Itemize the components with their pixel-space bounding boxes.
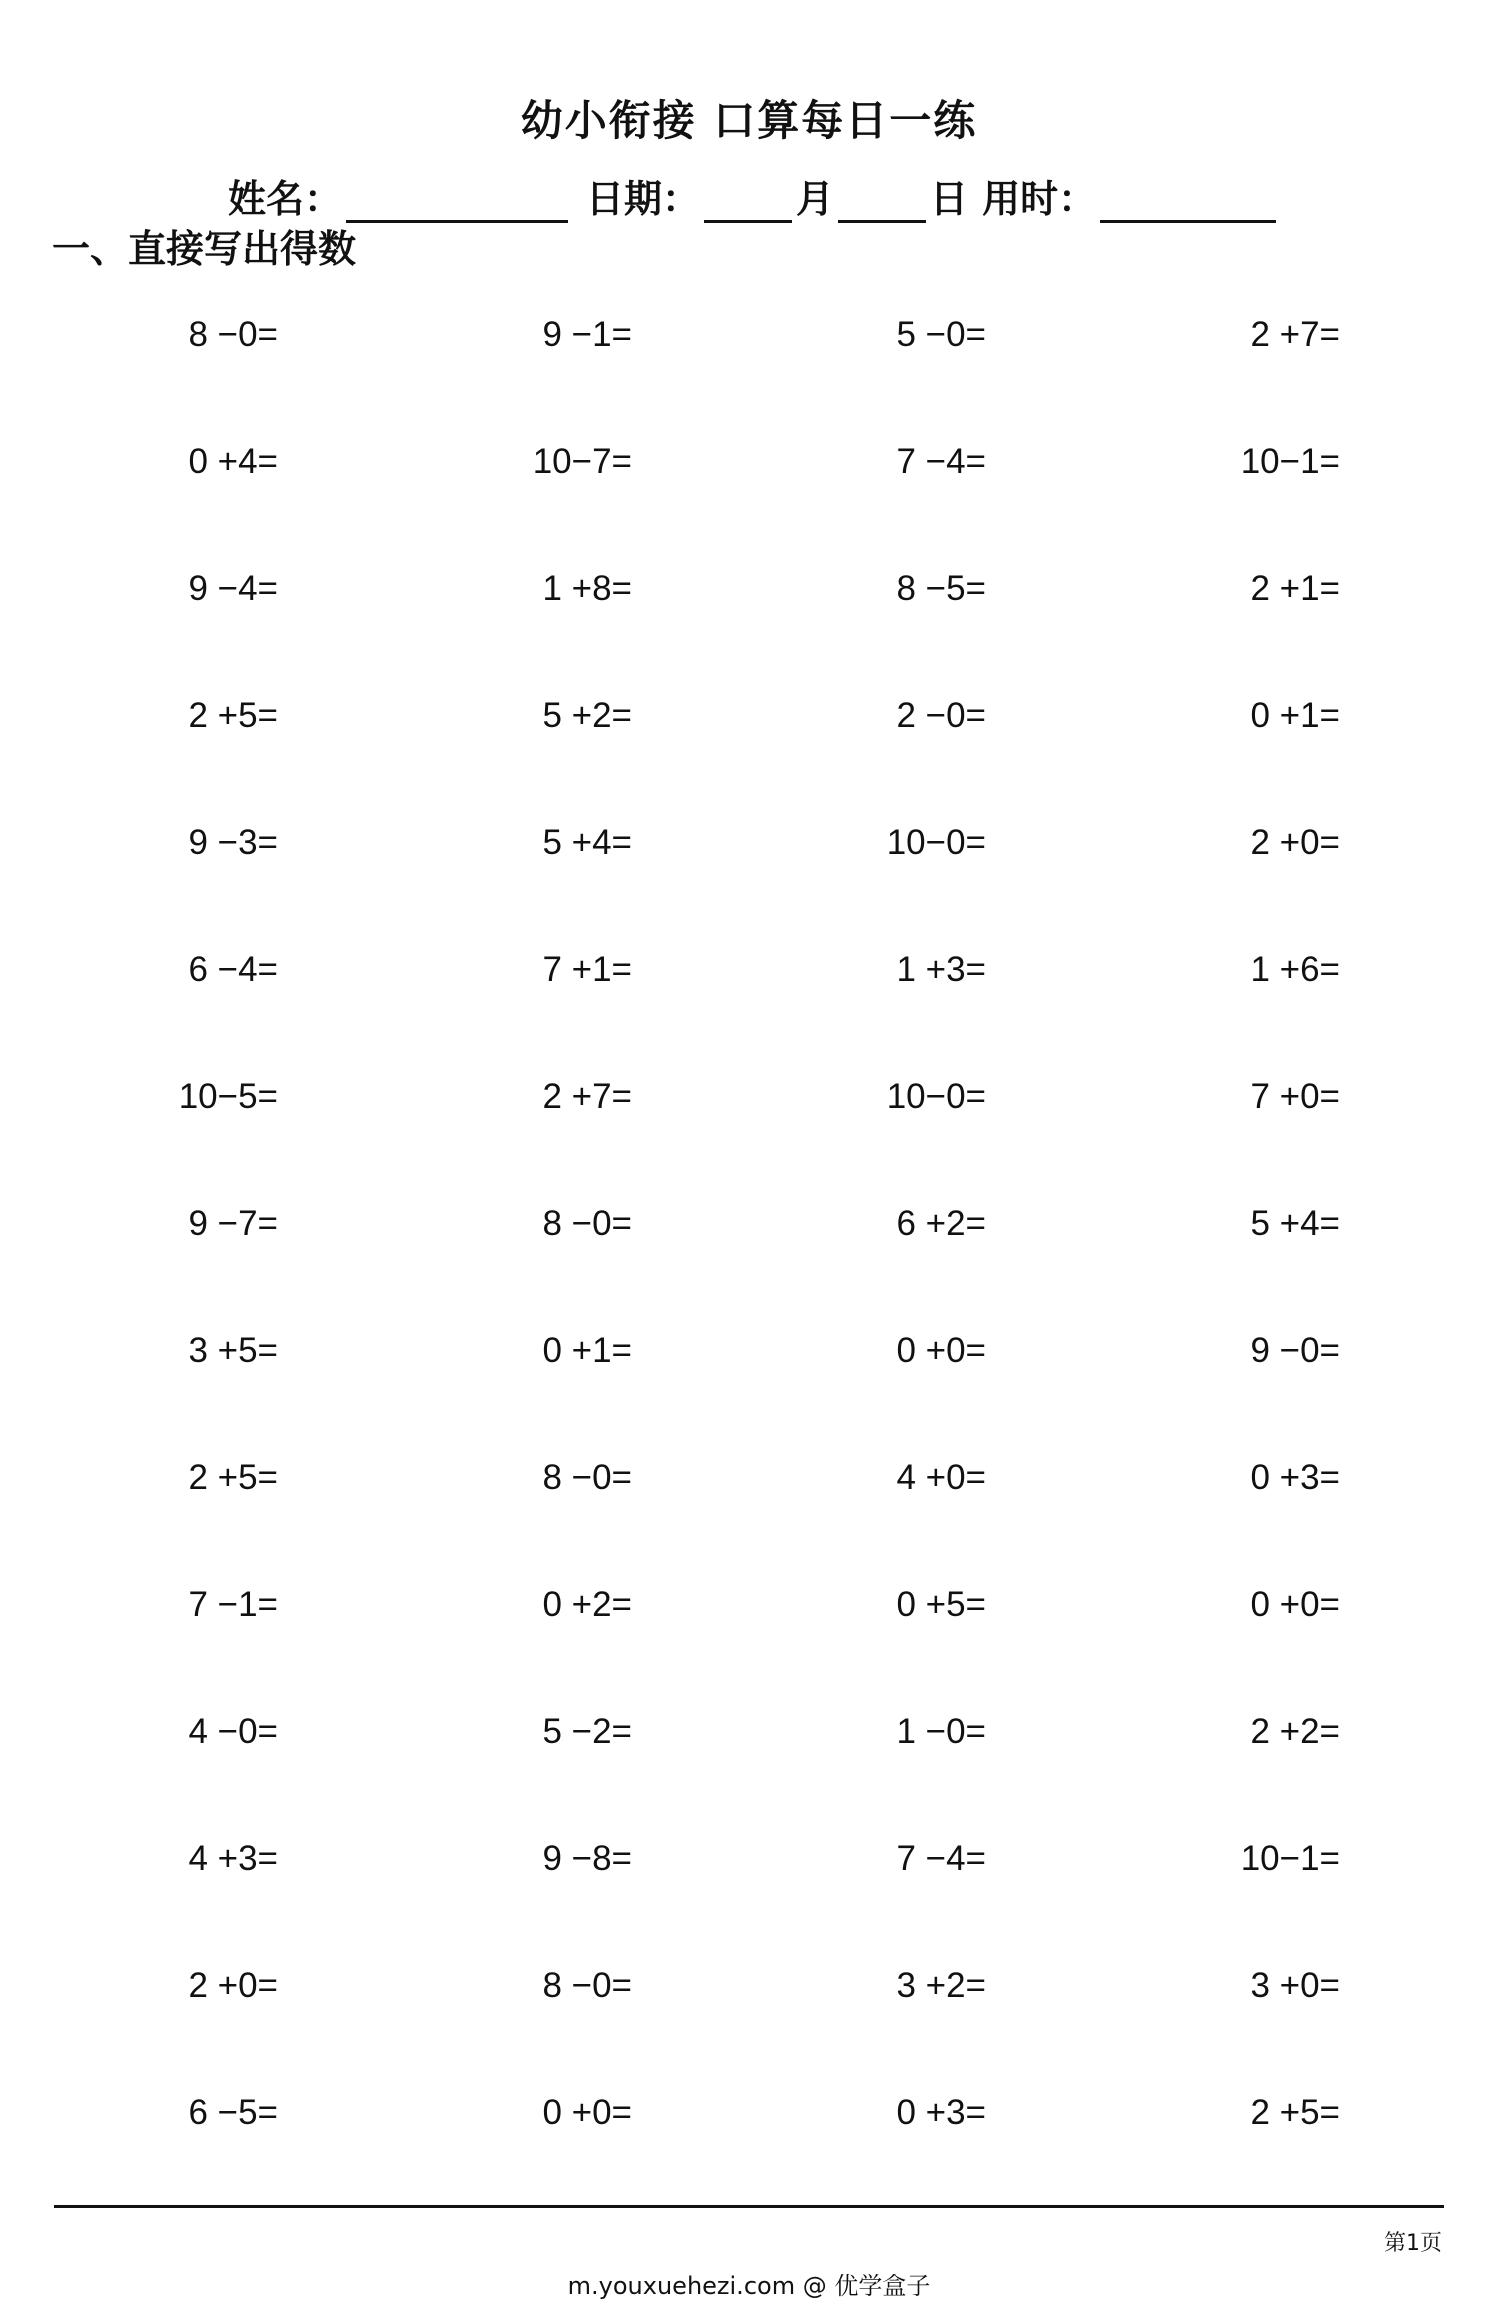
footer-divider: [54, 2205, 1444, 2208]
problem-row: [0, 1956, 1498, 2083]
arithmetic-problem: 2 +1=: [1250, 569, 1340, 608]
arithmetic-problem: 9 −8=: [542, 1839, 632, 1878]
section-title: 一、直接写出得数: [52, 227, 357, 271]
arithmetic-problem: 8 −0=: [542, 1204, 632, 1243]
arithmetic-problem: 1 +8=: [542, 569, 632, 608]
arithmetic-problem: 9 −3=: [188, 823, 278, 862]
arithmetic-problem: 2 +5=: [188, 696, 278, 735]
arithmetic-problem: 2 −0=: [896, 696, 986, 735]
arithmetic-problem: 5 +4=: [542, 823, 632, 862]
arithmetic-problem: 8 −0=: [542, 1966, 632, 2005]
arithmetic-problem: 3 +5=: [188, 1331, 278, 1370]
arithmetic-problem: 2 +2=: [1250, 1712, 1340, 1751]
arithmetic-problem: 8 −5=: [896, 569, 986, 608]
time-label: 用时：: [982, 177, 1097, 221]
arithmetic-problem: 2 +7=: [542, 1077, 632, 1116]
arithmetic-problem: 2 +0=: [1250, 823, 1340, 862]
arithmetic-problem: 7 −4=: [896, 442, 986, 481]
month-blank[interactable]: [704, 184, 792, 223]
problem-row: [0, 813, 1498, 940]
arithmetic-problem: 9 −0=: [1250, 1331, 1340, 1370]
problem-row: [0, 1702, 1498, 1829]
problem-grid: [0, 305, 1498, 2210]
arithmetic-problem: 10−1=: [1240, 442, 1340, 481]
arithmetic-problem: 0 +0=: [542, 2093, 632, 2132]
day-label: 日: [930, 177, 969, 221]
arithmetic-problem: 0 +0=: [896, 1331, 986, 1370]
problem-row: [0, 305, 1498, 432]
arithmetic-problem: 7 −4=: [896, 1839, 986, 1878]
arithmetic-problem: 5 +4=: [1250, 1204, 1340, 1243]
time-blank[interactable]: [1100, 184, 1276, 223]
arithmetic-problem: 3 +2=: [896, 1966, 986, 2005]
problem-row: [0, 1575, 1498, 1702]
arithmetic-problem: 6 +2=: [896, 1204, 986, 1243]
worksheet-title: 幼小衔接 口算每日一练: [520, 96, 978, 145]
arithmetic-problem: 9 −1=: [542, 315, 632, 354]
problem-row: [0, 2083, 1498, 2210]
arithmetic-problem: 5 −0=: [896, 315, 986, 354]
page-number: 第1页: [1384, 2231, 1442, 2256]
problem-row: [0, 1448, 1498, 1575]
arithmetic-problem: 2 +5=: [1250, 2093, 1340, 2132]
arithmetic-problem: 0 +3=: [896, 2093, 986, 2132]
arithmetic-problem: 1 +6=: [1250, 950, 1340, 989]
student-info-line: [228, 168, 1280, 223]
arithmetic-problem: 2 +7=: [1250, 315, 1340, 354]
arithmetic-problem: 3 +0=: [1250, 1966, 1340, 2005]
arithmetic-problem: 10−5=: [178, 1077, 278, 1116]
arithmetic-problem: 0 +0=: [1250, 1585, 1340, 1624]
arithmetic-problem: 0 +2=: [542, 1585, 632, 1624]
arithmetic-problem: 7 +1=: [542, 950, 632, 989]
arithmetic-problem: 9 −4=: [188, 569, 278, 608]
date-label: 日期：: [586, 177, 701, 221]
name-label: 姓名：: [228, 177, 343, 221]
problem-row: [0, 686, 1498, 813]
arithmetic-problem: 10−7=: [532, 442, 632, 481]
arithmetic-problem: 5 +2=: [542, 696, 632, 735]
arithmetic-problem: 0 +5=: [896, 1585, 986, 1624]
arithmetic-problem: 6 −5=: [188, 2093, 278, 2132]
month-label: 月: [796, 177, 835, 221]
arithmetic-problem: 9 −7=: [188, 1204, 278, 1243]
arithmetic-problem: 0 +1=: [542, 1331, 632, 1370]
arithmetic-problem: 0 +4=: [188, 442, 278, 481]
arithmetic-problem: 7 −1=: [188, 1585, 278, 1624]
arithmetic-problem: 0 +1=: [1250, 696, 1340, 735]
arithmetic-problem: 7 +0=: [1250, 1077, 1340, 1116]
arithmetic-problem: 2 +0=: [188, 1966, 278, 2005]
arithmetic-problem: 10−1=: [1240, 1839, 1340, 1878]
arithmetic-problem: 5 −2=: [542, 1712, 632, 1751]
arithmetic-problem: 0 +3=: [1250, 1458, 1340, 1497]
problem-row: [0, 1829, 1498, 1956]
arithmetic-problem: 1 +3=: [896, 950, 986, 989]
day-blank[interactable]: [838, 184, 926, 223]
arithmetic-problem: 4 +0=: [896, 1458, 986, 1497]
arithmetic-problem: 4 +3=: [188, 1839, 278, 1878]
problem-row: [0, 940, 1498, 1067]
arithmetic-problem: 2 +5=: [188, 1458, 278, 1497]
arithmetic-problem: 4 −0=: [188, 1712, 278, 1751]
arithmetic-problem: 1 −0=: [896, 1712, 986, 1751]
site-credit: m.youxuehezi.com @ 优学盒子: [567, 2272, 931, 2300]
problem-row: [0, 1194, 1498, 1321]
arithmetic-problem: 8 −0=: [542, 1458, 632, 1497]
problem-row: [0, 1067, 1498, 1194]
arithmetic-problem: 10−0=: [886, 1077, 986, 1116]
arithmetic-problem: 8 −0=: [188, 315, 278, 354]
arithmetic-problem: 6 −4=: [188, 950, 278, 989]
name-blank[interactable]: [346, 184, 568, 223]
problem-row: [0, 1321, 1498, 1448]
problem-row: [0, 432, 1498, 559]
arithmetic-problem: 10−0=: [886, 823, 986, 862]
problem-row: [0, 559, 1498, 686]
